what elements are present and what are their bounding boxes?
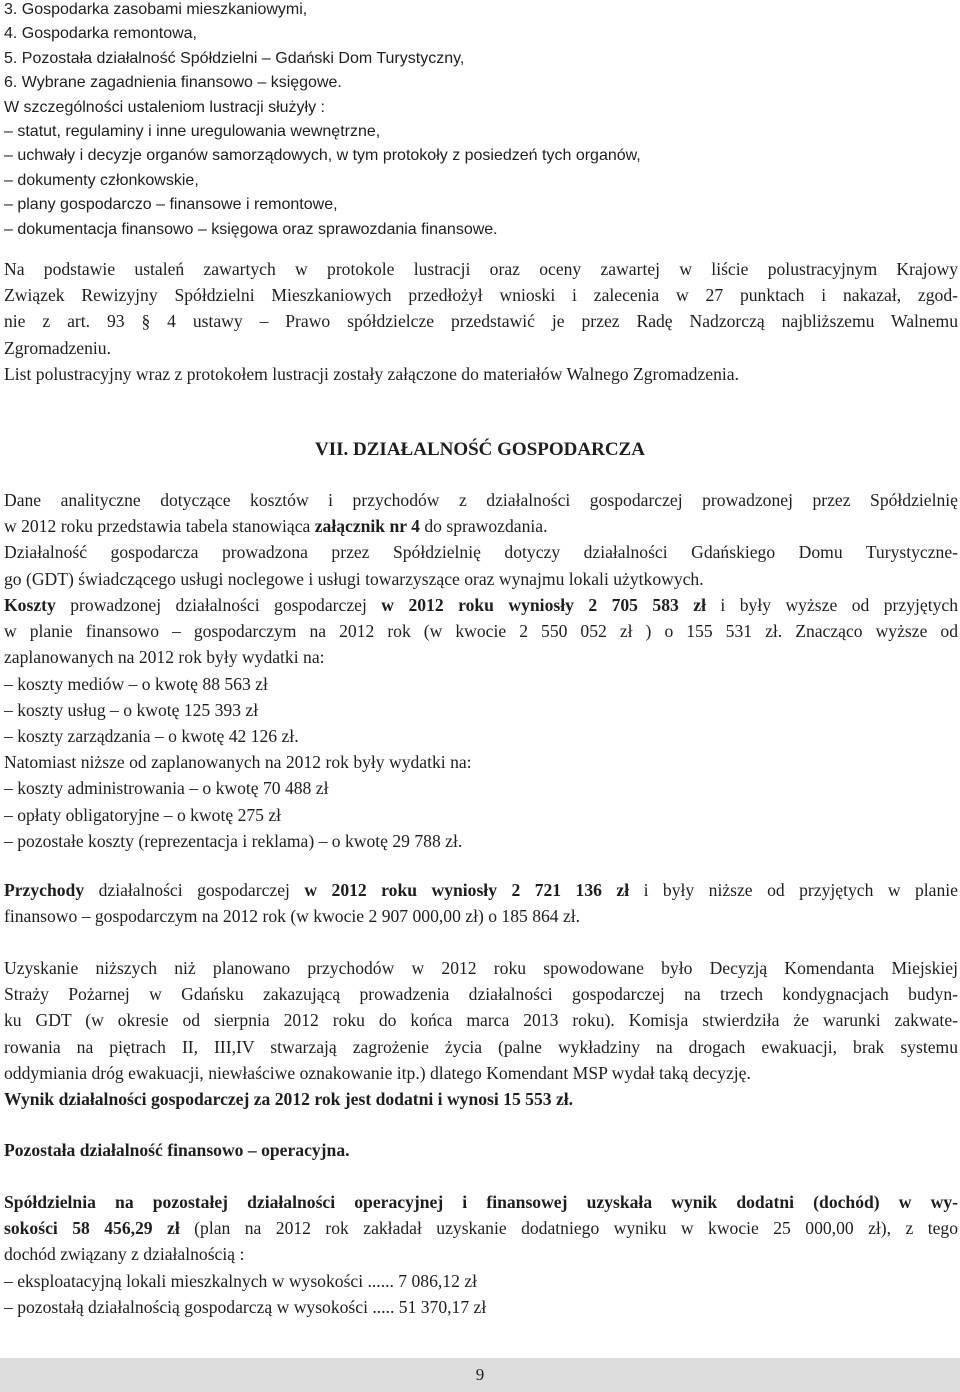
paragraph-line: w 2012 roku przedstawia tabela stanowiąca załącznik nr 4 do sprawozdania.	[4, 516, 548, 537]
subsection-title: Pozostała działalność finansowo – operacyjna.	[4, 1140, 350, 1160]
paragraph-line: Koszty prowadzonej działalności gospodarczej w 2012 roku wyniosły 2 705 583 zł i były wyższe od przyjętych	[4, 595, 958, 615]
revenue-paragraph	[4, 877, 958, 929]
paragraph-line: Zgromadzeniu.	[4, 337, 111, 358]
result-summary: Wynik działalności gospodarczej za 2012 rok jest dodatni i wynosi 15 553 zł.	[4, 1089, 574, 1110]
paragraph-line: Uzyskanie niższych niż planowano przychodów w 2012 roku spowodowane było Decyzją Komendanta Miejskiej	[4, 958, 958, 978]
paragraph-line: w planie finansowo – gospodarczym na 2012 rok (w kwocie 2 550 052 zł ) o 155 531 zł. Znacząco wyższe od	[4, 621, 958, 642]
sources-intro: W szczególności ustaleniom lustracji służyły :	[4, 98, 325, 116]
paragraph-line: Spółdzielnia na pozostałej działalności operacyjnej i finansowej uzyskała wynik dodatni (dochód) w wy-	[4, 1192, 958, 1212]
explanation-paragraph	[4, 955, 958, 1112]
list-item: – pozostałą działalnością gospodarczą w wysokości ..... 51 370,17 zł	[4, 1296, 487, 1317]
list-item: 4. Gospodarka remontowa,	[4, 25, 197, 43]
paragraph-line: List polustracyjny wraz z protokołem lustracji zostały załączone do materiałów Walnego Zgromadzenia.	[4, 363, 739, 384]
list-item: – plany gospodarczo – finansowe i remontowe,	[4, 196, 338, 214]
paragraph-line: rowania na piętrach II, III,IV stwarzają zagrożenie życia (palne wykładziny na drogach ewakuacji, brak systemu	[4, 1036, 958, 1057]
list-item: – pozostałe koszty (reprezentacja i reklama) – o kwotę 29 788 zł.	[4, 830, 463, 851]
list-item: 6. Wybrane zagadnienia finansowo – księgowe.	[4, 74, 342, 92]
list-item: – koszty administrowania – o kwotę 70 488 zł	[4, 778, 329, 799]
paragraph-line: Przychody działalności gospodarczej w 2012 roku wyniosły 2 721 136 zł i były niższe od przyjętych w planie	[4, 880, 958, 900]
list-item: – uchwały i decyzje organów samorządowych, w tym protokoły z posiedzeń tych organów,	[4, 147, 641, 165]
paragraph-line: finansowo – gospodarczym na 2012 rok (w kwocie 2 907 000,00 zł) o 185 864 zł.	[4, 906, 581, 927]
paragraph-line: Na podstawie ustaleń zawartych w protokole lustracji oraz oceny zawartej w liście polustracyjnym Krajowy	[4, 259, 958, 279]
list-item: – eksploatacyjną lokali mieszkalnych w wysokości ...... 7 086,12 zł	[4, 1270, 477, 1291]
section-title: VII. DZIAŁALNOŚĆ GOSPODARCZA	[315, 439, 645, 460]
paragraph-line: Straży Pożarnej w Gdańsku zakazującą prowadzenia działalności gospodarczej na trzech kondygnacjach budyn-	[4, 984, 958, 1005]
paragraph-line: Związek Rewizyjny Spółdzielni Mieszkaniowych przedłożył wnioski i zalecenia w 27 punktach i nakazał, zgod-	[4, 285, 958, 306]
intro-paragraph	[4, 487, 958, 592]
paragraph-line: oddymiania dróg ewakuacji, niewłaściwe oznakowanie itp.) dlatego Komendant MSP wydał taką decyzję.	[4, 1062, 751, 1083]
attachment-reference: załącznik nr 4	[314, 516, 420, 537]
list-item: – koszty usług – o kwotę 125 393 zł	[4, 699, 259, 720]
conclusions-paragraph	[4, 256, 958, 387]
list-item: 3. Gospodarka zasobami mieszkaniowymi,	[4, 1, 308, 18]
list-item: – koszty mediów – o kwotę 88 563 zł	[4, 673, 268, 694]
list-item: – dokumenty członkowskie,	[4, 171, 199, 189]
paragraph-line: zaplanowanych na 2012 rok były wydatki na:	[4, 647, 325, 668]
paragraph-line: Dane analityczne dotyczące kosztów i przychodów z działalności gospodarczej prowadzonej przez Spółdzielnię	[4, 490, 958, 510]
list-item: – koszty zarządzania – o kwotę 42 126 zł.	[4, 726, 299, 747]
costs-paragraph	[4, 592, 958, 854]
list-item: – statut, regulaminy i inne uregulowania wewnętrzne,	[4, 123, 381, 141]
list-item: – opłaty obligatoryjne – o kwotę 275 zł	[4, 804, 282, 825]
paragraph-line: sokości 58 456,29 zł (plan na 2012 rok zakładał uzyskanie dodatniego wyniku w kwocie 25 000,00 zł), z tego	[4, 1218, 959, 1239]
paragraph-line: nie z art. 93 § 4 ustawy – Prawo spółdzielcze przedstawić je przez Radę Nadzorczą najbliższemu Walnemu	[4, 311, 958, 332]
paragraph-line: dochód związany z działalnością :	[4, 1244, 245, 1265]
page-number: 9	[475, 1365, 485, 1384]
other-operations-paragraph	[4, 1189, 958, 1320]
scope-list	[4, 0, 958, 242]
list-item: 5. Pozostała działalność Spółdzielni – Gdański Dom Turystyczny,	[4, 49, 465, 67]
list-item: – dokumentacja finansowo – księgowa oraz sprawozdania finansowe.	[4, 220, 498, 238]
paragraph-line: Działalność gospodarcza prowadzona przez Spółdzielnię dotyczy działalności Gdańskiego Domu Turystyczne-	[4, 542, 958, 563]
paragraph-line: Natomiast niższe od zaplanowanych na 2012 rok były wydatki na:	[4, 752, 472, 773]
paragraph-line: ku GDT (w okresie od sierpnia 2012 roku do końca marca 2013 roku). Komisja stwierdziła że warunki zakwate-	[4, 1010, 958, 1031]
paragraph-line: go (GDT) świadczącego usługi noclegowe i usługi towarzyszące oraz wynajmu lokali użytkowych.	[4, 568, 704, 589]
